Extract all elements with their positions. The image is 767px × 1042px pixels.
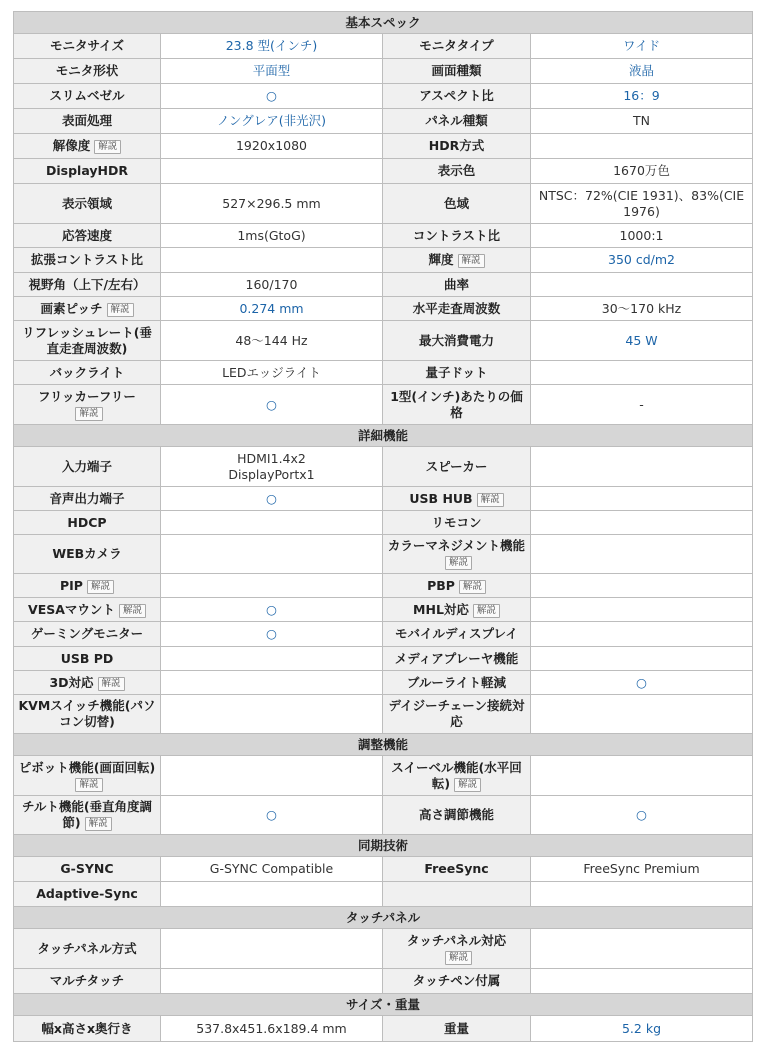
value-display-area: 527×296.5 mm bbox=[161, 184, 383, 224]
label-height-adjust: 高さ調節機能 bbox=[383, 796, 531, 835]
value-freesync: FreeSync Premium bbox=[531, 857, 753, 882]
label-monitor-shape: モニタ形状 bbox=[14, 59, 161, 84]
section-touch: タッチパネル bbox=[14, 907, 753, 929]
label-pixel-pitch: 画素ピッチ bbox=[40, 300, 103, 316]
label-tilt-cell bbox=[14, 796, 161, 835]
value-monitor-shape[interactable]: 平面型 bbox=[161, 59, 383, 84]
label-swivel-cell bbox=[383, 756, 531, 796]
value-pivot bbox=[161, 756, 383, 796]
label-3d: 3D対応 bbox=[49, 674, 94, 690]
label-gamut: 色域 bbox=[383, 184, 531, 224]
value-gaming[interactable]: ○ bbox=[161, 622, 383, 647]
value-hdr bbox=[531, 134, 753, 159]
label-bluelight: ブルーライト軽減 bbox=[383, 671, 531, 695]
value-speaker bbox=[531, 447, 753, 487]
value-quantum-dot bbox=[531, 361, 753, 385]
value-max-power[interactable]: 45 W bbox=[531, 321, 753, 361]
label-touch-support: タッチパネル対応 bbox=[406, 932, 507, 948]
label-audio-out: 音声出力端子 bbox=[14, 487, 161, 511]
label-multi-touch: マルチタッチ bbox=[14, 969, 161, 994]
value-pixel-pitch[interactable]: 0.274 mm bbox=[161, 297, 383, 321]
label-flicker-free-cell bbox=[14, 385, 161, 425]
value-aspect-ratio[interactable]: 16：9 bbox=[531, 84, 753, 109]
label-3d-cell bbox=[14, 671, 161, 695]
kaisetsu-button[interactable]: 解説 bbox=[459, 580, 486, 594]
label-mhl-cell bbox=[383, 598, 531, 622]
label-gsync: G-SYNC bbox=[14, 857, 161, 882]
value-webcam bbox=[161, 535, 383, 574]
kaisetsu-button[interactable]: 解説 bbox=[473, 604, 500, 618]
label-colors: 表示色 bbox=[383, 159, 531, 184]
label-input-ports: 入力端子 bbox=[14, 447, 161, 487]
label-view-angle: 視野角（上下/左右） bbox=[14, 273, 161, 297]
value-h-freq: 30～170 kHz bbox=[531, 297, 753, 321]
section-detail: 詳細機能 bbox=[14, 425, 753, 447]
label-pixel-pitch-cell bbox=[14, 297, 161, 321]
label-vesa: VESAマウント bbox=[28, 601, 115, 617]
section-sync: 同期技術 bbox=[14, 835, 753, 857]
label-monitor-size: モニタサイズ bbox=[14, 34, 161, 59]
label-pbp-cell bbox=[383, 574, 531, 598]
label-panel-type: パネル種類 bbox=[383, 109, 531, 134]
label-mobile-display: モバイルディスプレイ bbox=[383, 622, 531, 647]
kaisetsu-button[interactable]: 解説 bbox=[119, 604, 146, 618]
label-aspect-ratio: アスペクト比 bbox=[383, 84, 531, 109]
label-price-per-inch: 1型(インチ)あたりの価格 bbox=[383, 385, 531, 425]
label-hdr: HDR方式 bbox=[383, 134, 531, 159]
kaisetsu-button[interactable]: 解説 bbox=[458, 254, 485, 268]
label-blank bbox=[383, 882, 531, 907]
value-tilt[interactable]: ○ bbox=[161, 796, 383, 835]
value-view-angle: 160/170 bbox=[161, 273, 383, 297]
value-price-per-inch: - bbox=[531, 385, 753, 425]
value-panel-type: TN bbox=[531, 109, 753, 134]
value-daisy-chain bbox=[531, 695, 753, 734]
label-curvature: 曲率 bbox=[383, 273, 531, 297]
label-adaptive-sync: Adaptive-Sync bbox=[14, 882, 161, 907]
label-color-mgmt: カラーマネジメント機能 bbox=[387, 538, 526, 553]
kaisetsu-button[interactable]: 解説 bbox=[477, 493, 504, 507]
section-size-weight: サイズ・重量 bbox=[14, 994, 753, 1016]
section-adjust: 調整機能 bbox=[14, 734, 753, 756]
value-remote bbox=[531, 511, 753, 535]
value-brightness[interactable]: 350 cd/m2 bbox=[531, 248, 753, 273]
label-remote: リモコン bbox=[383, 511, 531, 535]
value-curvature bbox=[531, 273, 753, 297]
kaisetsu-button[interactable]: 解説 bbox=[94, 140, 121, 154]
label-quantum-dot: 量子ドット bbox=[383, 361, 531, 385]
value-hdcp bbox=[161, 511, 383, 535]
label-displayhdr: DisplayHDR bbox=[14, 159, 161, 184]
label-resolution-cell bbox=[14, 134, 161, 159]
value-media-player bbox=[531, 647, 753, 671]
label-media-player: メディアプレーヤ機能 bbox=[383, 647, 531, 671]
label-resolution: 解像度 bbox=[52, 138, 91, 153]
label-gaming: ゲーミングモニター bbox=[14, 622, 161, 647]
value-mhl bbox=[531, 598, 753, 622]
label-usb-pd: USB PD bbox=[14, 647, 161, 671]
value-gsync: G-SYNC Compatible bbox=[161, 857, 383, 882]
label-pbp: PBP bbox=[427, 577, 455, 593]
value-mobile-display bbox=[531, 622, 753, 647]
value-color-mgmt bbox=[531, 535, 753, 574]
value-audio-out[interactable]: ○ bbox=[161, 487, 383, 511]
value-ext-contrast bbox=[161, 248, 383, 273]
label-flicker-free: フリッカーフリー bbox=[38, 388, 136, 404]
value-weight[interactable]: 5.2 kg bbox=[531, 1016, 753, 1042]
kaisetsu-button[interactable]: 解説 bbox=[85, 817, 112, 831]
label-touch-support-cell bbox=[383, 929, 531, 969]
value-usb-pd bbox=[161, 647, 383, 671]
label-weight: 重量 bbox=[383, 1016, 531, 1042]
label-slim-bezel: スリムベゼル bbox=[14, 84, 161, 109]
kaisetsu-button[interactable]: 解説 bbox=[75, 778, 102, 792]
value-touch-support bbox=[531, 929, 753, 969]
label-surface: 表面処理 bbox=[14, 109, 161, 134]
value-refresh-rate: 48～144 Hz bbox=[161, 321, 383, 361]
kaisetsu-button[interactable]: 解説 bbox=[445, 556, 472, 570]
value-monitor-size[interactable]: 23.8 型(インチ) bbox=[161, 34, 383, 59]
value-resolution: 1920x1080 bbox=[161, 134, 383, 159]
label-ext-contrast: 拡張コントラスト比 bbox=[14, 248, 161, 273]
label-pivot-cell bbox=[14, 756, 161, 796]
value-displayhdr bbox=[161, 159, 383, 184]
value-gamut: NTSC：72%(CIE 1931)、83%(CIE 1976) bbox=[531, 184, 753, 224]
label-swivel: スイーベル機能(水平回転) bbox=[391, 759, 522, 791]
kaisetsu-button[interactable]: 解説 bbox=[107, 303, 134, 317]
value-swivel bbox=[531, 756, 753, 796]
label-usb-hub-cell bbox=[383, 487, 531, 511]
label-tilt: チルト機能(垂直角度調節) bbox=[21, 799, 153, 830]
value-kvm bbox=[161, 695, 383, 734]
kaisetsu-button[interactable]: 解説 bbox=[445, 951, 472, 965]
label-display-area: 表示領域 bbox=[14, 184, 161, 224]
label-touch-method: タッチパネル方式 bbox=[14, 929, 161, 969]
value-height-adjust[interactable]: ○ bbox=[531, 796, 753, 835]
label-pip-cell bbox=[14, 574, 161, 598]
value-input-ports: HDMI1.4x2 DisplayPortx1 bbox=[161, 447, 383, 487]
label-contrast: コントラスト比 bbox=[383, 224, 531, 248]
kaisetsu-button[interactable]: 解説 bbox=[454, 778, 481, 792]
label-daisy-chain: デイジーチェーン接続対応 bbox=[383, 695, 531, 734]
label-kvm: KVMスイッチ機能(パソコン切替) bbox=[14, 695, 161, 734]
label-webcam: WEBカメラ bbox=[14, 535, 161, 574]
spec-table bbox=[13, 11, 753, 1042]
label-usb-hub: USB HUB bbox=[409, 490, 473, 506]
value-pip bbox=[161, 574, 383, 598]
label-brightness: 輝度 bbox=[428, 252, 454, 267]
value-adaptive-sync bbox=[161, 882, 383, 907]
value-response: 1ms(GtoG) bbox=[161, 224, 383, 248]
value-pbp bbox=[531, 574, 753, 598]
label-screen-kind: 画面種類 bbox=[383, 59, 531, 84]
kaisetsu-button[interactable]: 解説 bbox=[98, 677, 125, 691]
label-touch-pen: タッチペン付属 bbox=[383, 969, 531, 994]
label-freesync: FreeSync bbox=[383, 857, 531, 882]
value-dimensions: 537.8x451.6x189.4 mm bbox=[161, 1016, 383, 1042]
label-speaker: スピーカー bbox=[383, 447, 531, 487]
value-colors: 1670万色 bbox=[531, 159, 753, 184]
value-backlight: LEDエッジライト bbox=[161, 361, 383, 385]
value-multi-touch bbox=[161, 969, 383, 994]
label-brightness-cell bbox=[383, 248, 531, 273]
label-h-freq: 水平走査周波数 bbox=[383, 297, 531, 321]
label-pivot: ピボット機能(画面回転) bbox=[18, 759, 156, 775]
value-monitor-type[interactable]: ワイド bbox=[531, 34, 753, 59]
value-bluelight[interactable]: ○ bbox=[531, 671, 753, 695]
label-response: 応答速度 bbox=[14, 224, 161, 248]
label-dimensions: 幅x高さx奥行き bbox=[14, 1016, 161, 1042]
label-refresh-rate: リフレッシュレート(垂直走査周波数) bbox=[14, 321, 161, 361]
section-basic-spec: 基本スペック bbox=[14, 12, 753, 34]
value-touch-method bbox=[161, 929, 383, 969]
label-color-mgmt-cell bbox=[383, 535, 531, 574]
value-vesa[interactable]: ○ bbox=[161, 598, 383, 622]
value-contrast: 1000:1 bbox=[531, 224, 753, 248]
value-blank bbox=[531, 882, 753, 907]
label-hdcp: HDCP bbox=[14, 511, 161, 535]
value-slim-bezel[interactable]: ○ bbox=[161, 84, 383, 109]
value-screen-kind[interactable]: 液晶 bbox=[531, 59, 753, 84]
label-mhl: MHL対応 bbox=[413, 601, 469, 617]
value-flicker-free[interactable]: ○ bbox=[161, 385, 383, 425]
value-usb-hub bbox=[531, 487, 753, 511]
kaisetsu-button[interactable]: 解説 bbox=[87, 580, 114, 594]
label-vesa-cell bbox=[14, 598, 161, 622]
label-monitor-type: モニタタイプ bbox=[383, 34, 531, 59]
label-backlight: バックライト bbox=[14, 361, 161, 385]
label-max-power: 最大消費電力 bbox=[383, 321, 531, 361]
kaisetsu-button[interactable]: 解説 bbox=[75, 407, 102, 421]
value-touch-pen bbox=[531, 969, 753, 994]
label-pip: PIP bbox=[60, 577, 83, 593]
value-3d bbox=[161, 671, 383, 695]
value-surface[interactable]: ノングレア(非光沢) bbox=[161, 109, 383, 134]
